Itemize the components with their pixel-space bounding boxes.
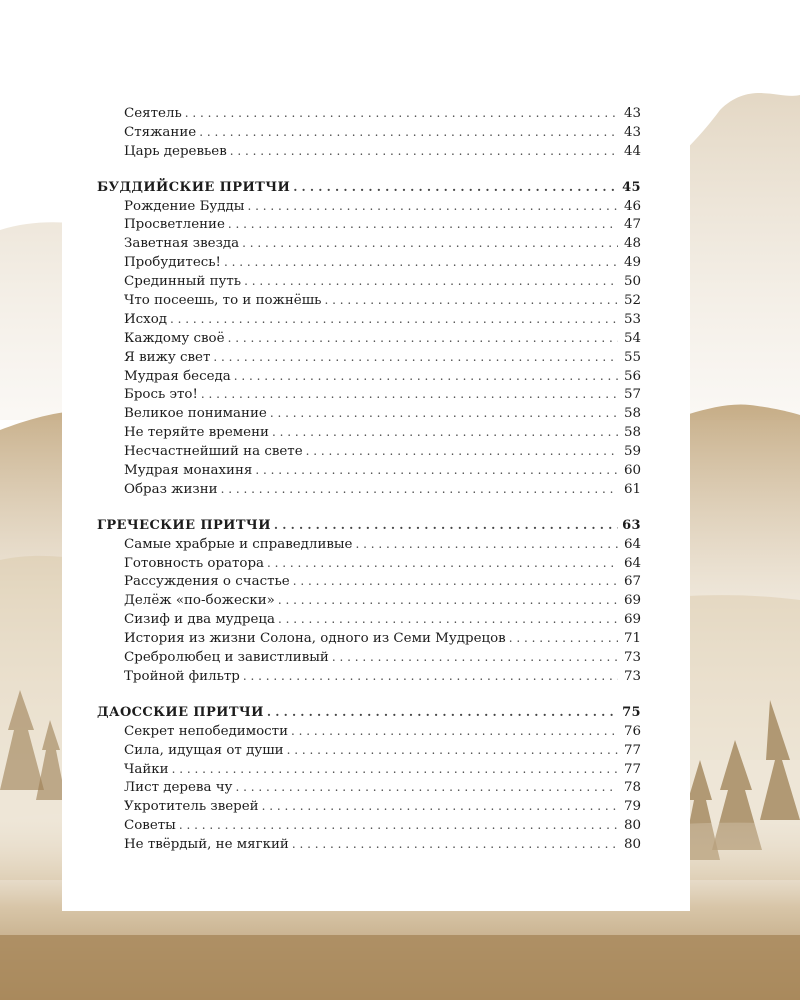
toc-entry-page-number: 77 bbox=[623, 761, 641, 777]
toc-entry-title: Несчастнейший на свете bbox=[124, 444, 303, 460]
toc-entry-page-number: 80 bbox=[623, 837, 641, 853]
toc-entry-title: Рассуждения о счастье bbox=[124, 574, 290, 590]
dot-leader bbox=[234, 367, 618, 386]
toc-entry[interactable] bbox=[97, 142, 641, 161]
dot-leader bbox=[244, 272, 618, 291]
dot-leader bbox=[291, 722, 618, 741]
toc-section-heading-page-number: 75 bbox=[622, 704, 641, 720]
toc-entry-page-number: 57 bbox=[623, 387, 641, 403]
toc-entry[interactable] bbox=[97, 461, 641, 480]
toc-entry[interactable] bbox=[97, 348, 641, 367]
dot-leader bbox=[270, 404, 618, 423]
dot-leader bbox=[235, 778, 618, 797]
toc-entry[interactable] bbox=[97, 591, 641, 610]
dot-leader bbox=[179, 816, 618, 835]
toc-entry-title: Не теряйте времени bbox=[124, 425, 269, 441]
dot-leader bbox=[262, 797, 618, 816]
dot-leader bbox=[230, 142, 618, 161]
toc-entry[interactable] bbox=[97, 291, 641, 310]
toc-entry[interactable] bbox=[97, 329, 641, 348]
dot-leader bbox=[292, 835, 618, 854]
dot-leader bbox=[293, 178, 618, 197]
toc-entry[interactable] bbox=[97, 760, 641, 779]
toc-section bbox=[97, 516, 641, 686]
toc-entry[interactable] bbox=[97, 104, 641, 123]
toc-entry[interactable] bbox=[97, 797, 641, 816]
toc-entry[interactable] bbox=[97, 648, 641, 667]
dot-leader bbox=[224, 253, 618, 272]
toc-entry-page-number: 64 bbox=[623, 536, 641, 552]
toc-entry-title: Советы bbox=[124, 818, 176, 834]
toc-section-heading[interactable] bbox=[97, 516, 641, 535]
toc-entry-page-number: 54 bbox=[623, 330, 641, 346]
toc-entry-title: Просветление bbox=[124, 217, 225, 233]
toc-entry-page-number: 55 bbox=[623, 349, 641, 365]
dot-leader bbox=[355, 535, 618, 554]
toc-entry[interactable] bbox=[97, 535, 641, 554]
toc-entry[interactable] bbox=[97, 442, 641, 461]
toc-entry-page-number: 76 bbox=[623, 723, 641, 739]
toc-entry-page-number: 43 bbox=[623, 106, 641, 121]
toc-section-heading-page-number: 45 bbox=[622, 179, 641, 195]
dot-leader bbox=[170, 310, 618, 329]
toc-section bbox=[97, 178, 641, 499]
dot-leader bbox=[172, 760, 618, 779]
toc-entry-title: Укротитель зверей bbox=[124, 799, 259, 815]
dot-leader bbox=[278, 591, 618, 610]
toc-entry[interactable] bbox=[97, 480, 641, 499]
dot-leader bbox=[287, 741, 618, 760]
table-of-contents bbox=[97, 104, 641, 871]
dot-leader bbox=[306, 442, 618, 461]
toc-entry-title: Что посеешь, то и пожнёшь bbox=[124, 293, 322, 309]
toc-entry-page-number: 58 bbox=[623, 425, 641, 441]
toc-entry-page-number: 77 bbox=[623, 742, 641, 758]
dot-leader bbox=[332, 648, 618, 667]
dot-leader bbox=[242, 234, 618, 253]
toc-entry-page-number: 69 bbox=[623, 593, 641, 609]
toc-entry-title: Пробудитесь! bbox=[124, 255, 221, 271]
toc-section-heading-title: БУДДИЙСКИЕ ПРИТЧИ bbox=[97, 179, 291, 195]
toc-entry-title: Не твёрдый, не мягкий bbox=[124, 837, 289, 853]
toc-entry-page-number: 44 bbox=[623, 143, 641, 159]
toc-section-heading[interactable] bbox=[97, 703, 641, 722]
toc-entry-page-number: 79 bbox=[623, 799, 641, 815]
toc-entry[interactable] bbox=[97, 572, 641, 591]
dot-leader bbox=[272, 423, 618, 442]
toc-entry-title: Великое понимание bbox=[124, 406, 267, 422]
toc-entry-title: Самые храбрые и справедливые bbox=[124, 536, 353, 552]
toc-entry-title: История из жизни Солона, одного из Семи Мудрецов bbox=[124, 631, 506, 647]
toc-entry-title: Делёж «по-божески» bbox=[124, 593, 275, 609]
toc-entry-page-number: 78 bbox=[623, 780, 641, 796]
toc-entry-title: Сеятель bbox=[124, 106, 182, 121]
dot-leader bbox=[213, 348, 618, 367]
dot-leader bbox=[201, 385, 618, 404]
toc-entry-title: Заветная звезда bbox=[124, 236, 240, 252]
toc-entry-page-number: 61 bbox=[623, 481, 641, 497]
toc-entry[interactable] bbox=[97, 778, 641, 797]
toc-entry[interactable] bbox=[97, 835, 641, 854]
toc-entry-title: Срединный путь bbox=[124, 274, 242, 290]
toc-entry-page-number: 53 bbox=[623, 311, 641, 327]
toc-entry[interactable] bbox=[97, 554, 641, 573]
toc-entry-title: Тройной фильтр bbox=[124, 668, 240, 684]
toc-entry-page-number: 67 bbox=[623, 574, 641, 590]
toc-entry-title: Я вижу свет bbox=[124, 349, 211, 365]
toc-entry-title: Стяжание bbox=[124, 124, 197, 140]
toc-entry[interactable] bbox=[97, 404, 641, 423]
toc-entry-title: Сребролюбец и завистливый bbox=[124, 650, 329, 666]
toc-entry-page-number: 43 bbox=[623, 124, 641, 140]
toc-entry[interactable] bbox=[97, 741, 641, 760]
toc-entry-title: Лист дерева чу bbox=[124, 780, 233, 796]
book-page bbox=[62, 68, 690, 911]
toc-entry[interactable] bbox=[97, 629, 641, 648]
dot-leader bbox=[228, 215, 618, 234]
toc-entry-page-number: 46 bbox=[623, 198, 641, 214]
toc-section-heading[interactable] bbox=[97, 178, 641, 197]
toc-entry-title: Брось это! bbox=[124, 387, 198, 403]
toc-entry-title: Исход bbox=[124, 311, 168, 327]
toc-section bbox=[97, 104, 641, 161]
dot-leader bbox=[278, 610, 618, 629]
dot-leader bbox=[228, 329, 618, 348]
toc-entry[interactable] bbox=[97, 385, 641, 404]
dot-leader bbox=[274, 516, 618, 535]
toc-entry-page-number: 58 bbox=[623, 406, 641, 422]
toc-entry[interactable] bbox=[97, 423, 641, 442]
dot-leader bbox=[243, 667, 618, 686]
toc-entry-page-number: 50 bbox=[623, 274, 641, 290]
toc-entry[interactable] bbox=[97, 722, 641, 741]
toc-entry-page-number: 52 bbox=[623, 293, 641, 309]
toc-section bbox=[97, 703, 641, 854]
toc-entry-page-number: 49 bbox=[623, 255, 641, 271]
toc-entry-page-number: 64 bbox=[623, 555, 641, 571]
toc-entry[interactable] bbox=[97, 667, 641, 686]
toc-entry-page-number: 59 bbox=[623, 444, 641, 460]
toc-entry[interactable] bbox=[97, 253, 641, 272]
dot-leader bbox=[267, 554, 618, 573]
dot-leader bbox=[221, 480, 618, 499]
toc-entry-title: Образ жизни bbox=[124, 481, 218, 497]
toc-section-heading-title: ГРЕЧЕСКИЕ ПРИТЧИ bbox=[97, 517, 271, 533]
toc-entry-page-number: 56 bbox=[623, 368, 641, 384]
dot-leader bbox=[185, 104, 618, 123]
dot-leader bbox=[293, 572, 618, 591]
toc-entry-title: Сизиф и два мудреца bbox=[124, 612, 275, 628]
toc-entry-page-number: 69 bbox=[623, 612, 641, 628]
dot-leader bbox=[255, 461, 618, 480]
toc-entry[interactable] bbox=[97, 816, 641, 835]
toc-entry[interactable] bbox=[97, 197, 641, 216]
toc-entry[interactable] bbox=[97, 234, 641, 253]
toc-entry-title: Чайки bbox=[124, 761, 169, 777]
toc-entry-page-number: 60 bbox=[623, 463, 641, 479]
toc-entry-title: Каждому своё bbox=[124, 330, 225, 346]
toc-entry[interactable] bbox=[97, 215, 641, 234]
toc-entry-title: Мудрая монахиня bbox=[124, 463, 253, 479]
toc-entry[interactable] bbox=[97, 367, 641, 386]
toc-entry-page-number: 47 bbox=[623, 217, 641, 233]
toc-section-heading-page-number: 63 bbox=[622, 517, 641, 533]
toc-entry-page-number: 71 bbox=[623, 631, 641, 647]
toc-entry[interactable] bbox=[97, 123, 641, 142]
toc-entry[interactable] bbox=[97, 272, 641, 291]
toc-entry-page-number: 48 bbox=[623, 236, 641, 252]
toc-entry-title: Царь деревьев bbox=[124, 143, 227, 159]
toc-entry-title: Секрет непобедимости bbox=[124, 723, 289, 739]
toc-entry-title: Сила, идущая от души bbox=[124, 742, 284, 758]
dot-leader bbox=[509, 629, 618, 648]
toc-entry[interactable] bbox=[97, 610, 641, 629]
dot-leader bbox=[324, 291, 618, 310]
toc-entry-page-number: 73 bbox=[623, 668, 641, 684]
dot-leader bbox=[247, 197, 618, 216]
toc-entry-page-number: 73 bbox=[623, 650, 641, 666]
toc-entry-title: Рождение Будды bbox=[124, 198, 245, 214]
toc-entry-page-number: 80 bbox=[623, 818, 641, 834]
toc-entry[interactable] bbox=[97, 310, 641, 329]
dot-leader bbox=[199, 123, 618, 142]
toc-section-heading-title: ДАОССКИЕ ПРИТЧИ bbox=[97, 704, 264, 720]
toc-entry-title: Готовность оратора bbox=[124, 555, 265, 571]
dot-leader bbox=[267, 703, 618, 722]
toc-entry-title: Мудрая беседа bbox=[124, 368, 231, 384]
